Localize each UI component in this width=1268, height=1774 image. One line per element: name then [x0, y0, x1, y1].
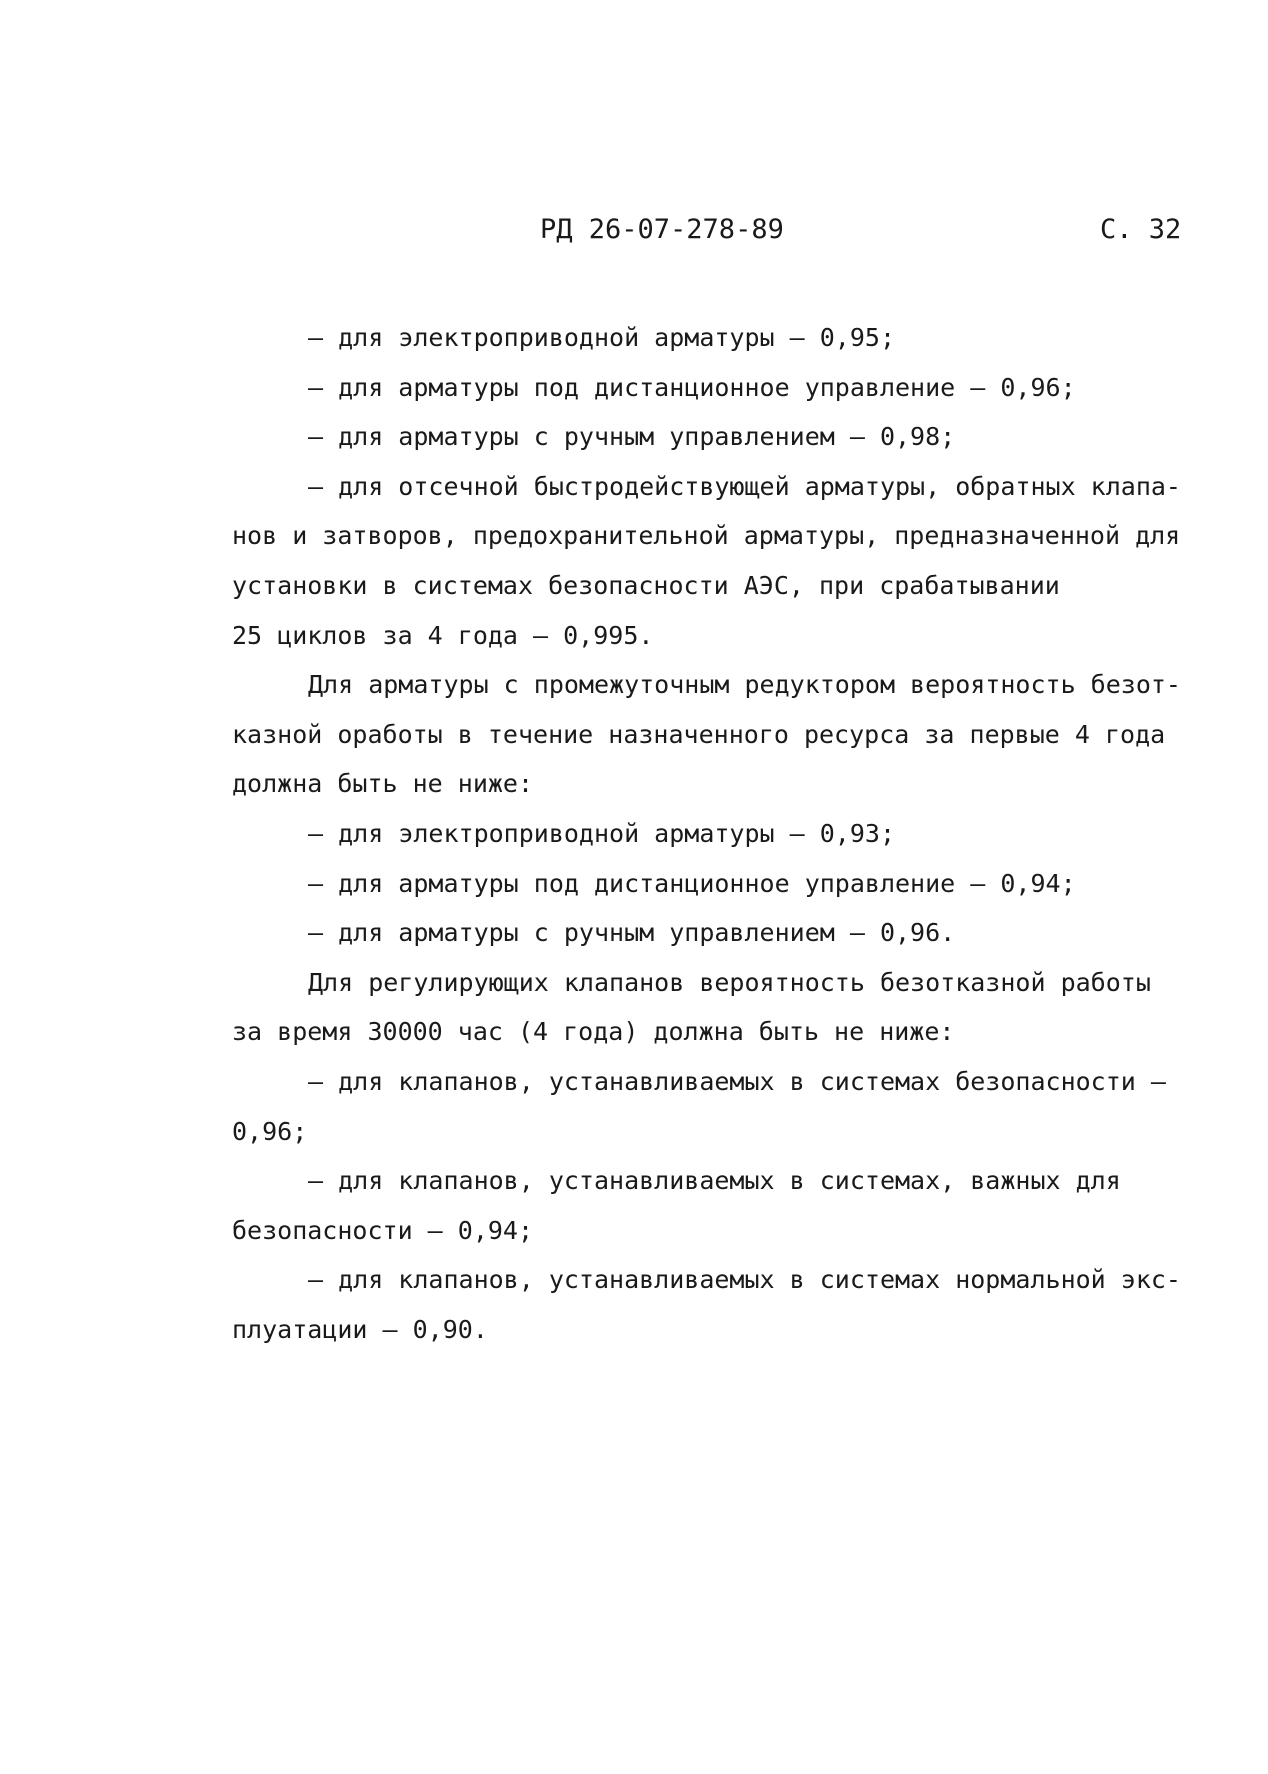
list-item: – для электроприводной арматуры – 0,93; — [308, 818, 895, 848]
list-item: – для арматуры под дистанционное управление – 0,94; — [308, 868, 1076, 898]
text-line: безопасности – 0,94; — [232, 1215, 534, 1245]
list-item: – для арматуры с ручным управлением – 0,98; — [308, 422, 956, 452]
list-item: – для отсечной быстродействующей арматуры, обратных клапа- — [308, 471, 1181, 501]
text-line: 0,96; — [232, 1116, 308, 1146]
text-line: 25 циклов за 4 года – 0,995. — [232, 620, 654, 650]
paragraph-start: Для регулирующих клапанов вероятность безотказной работы — [308, 967, 1151, 997]
list-item: – для арматуры с ручным управлением – 0,96. — [308, 918, 956, 948]
list-item: – для арматуры под дистанционное управление – 0,96; — [308, 372, 1076, 402]
text-line: нов и затворов, предохранительной арматуры, предназначенной для — [232, 521, 1181, 551]
page-header — [0, 214, 1268, 254]
text-line: должна быть не ниже: — [232, 769, 534, 799]
list-item: – для клапанов, устанавливаемых в системах, важных для — [308, 1166, 1121, 1196]
list-item: – для клапанов, устанавливаемых в системах нормальной экс- — [308, 1265, 1181, 1295]
document-code: РД 26-07-278-89 — [540, 214, 784, 245]
text-line: за время 30000 час (4 года) должна быть не ниже: — [232, 1017, 955, 1047]
page-number: С. 32 — [1100, 214, 1182, 245]
body-text — [232, 313, 1212, 1354]
paragraph-start: Для арматуры с промежуточным редуктором вероятность безот- — [308, 670, 1181, 700]
list-item: – для клапанов, устанавливаемых в системах безопасности – — [308, 1066, 1166, 1096]
text-line: казной оработы в течение назначенного ресурса за первые 4 года — [232, 719, 1166, 749]
text-line: плуатации – 0,90. — [232, 1314, 488, 1344]
list-item: – для электроприводной арматуры – 0,95; — [308, 323, 895, 352]
text-line: установки в системах безопасности АЭС, при срабатывании — [232, 570, 1060, 600]
